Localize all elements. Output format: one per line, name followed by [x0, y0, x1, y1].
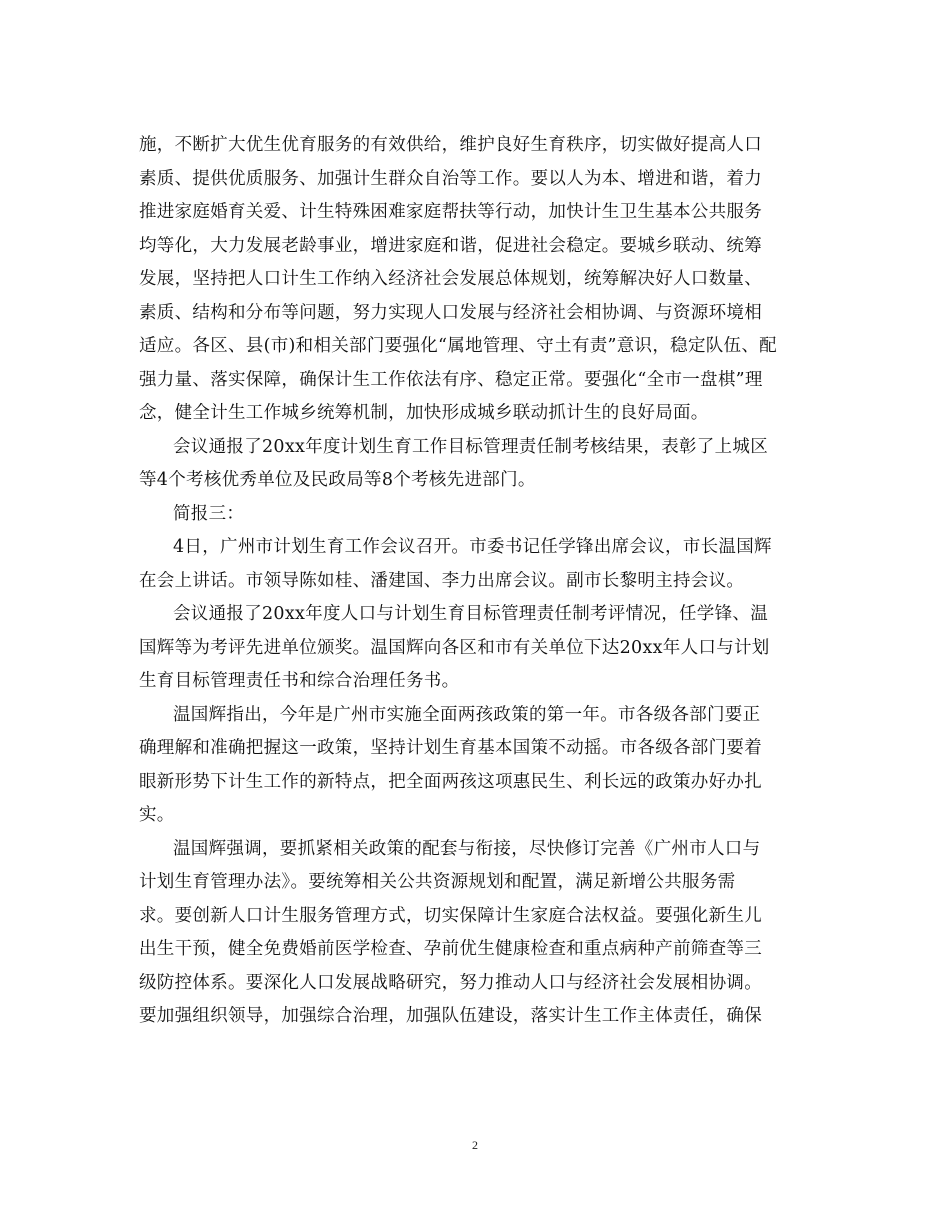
text-line: 推进家庭婚育关爱、计生特殊困难家庭帮扶等行动，加快计生卫生基本公共服务 [139, 202, 762, 222]
text-line: 眼新形势下计生工作的新特点，把全面两孩这项惠民生、利长远的政策办好办扎 [139, 771, 762, 792]
text-line: 适应。各区、县(市)和相关部门要强化“属地管理、守土有责”意识，稳定队伍、配 [139, 336, 777, 356]
text-line: 实。 [139, 805, 175, 825]
text-line: 计划生育管理办法》。要统筹相关公共资源规划和配置，满足新增公共服务需 [139, 872, 736, 892]
text-line: 确理解和准确把握这一政策，坚持计划生育基本国策不动摇。市各级各部门要着 [139, 738, 762, 758]
text-line: 会议通报了20xx年度人口与计划生育目标管理责任制考评情况，任学锋、温 [173, 604, 769, 624]
text-line: 施，不断扩大优生优育服务的有效供给，维护良好生育秩序，切实做好提高人口 [139, 135, 762, 155]
page-number: 2 [472, 1138, 478, 1152]
text-line: 在会上讲话。市领导陈如桂、潘建国、李力出席会议。副市长黎明主持会议。 [139, 570, 745, 591]
text-line: 求。要创新人口计生服务管理方式，切实保障计生家庭合法权益。要强化新生儿 [139, 905, 762, 926]
text-line: 温国辉强调，要抓紧相关政策的配套与衔接，尽快修订完善《广州市人口与 [173, 838, 761, 859]
text-line: 国辉等为考评先进单位颁奖。温国辉向各区和市有关单位下达20xx年人口与计划 [139, 637, 770, 658]
text-line: 素质、提供优质服务、加强计生群众自治等工作。要以人为本、增进和谐，着力 [139, 168, 762, 189]
text-line: 生育目标管理责任书和综合治理任务书。 [139, 671, 460, 691]
text-line: 发展，坚持把人口计生工作纳入经济社会发展总体规划，统筹解决好人口数量、 [139, 269, 762, 289]
text-line: 出生干预，健全免费婚前医学检查、孕前优生健康检查和重点病种产前筛查等三 [139, 939, 762, 959]
text-line: 会议通报了20xx年度计划生育工作目标管理责任制考核结果，表彰了上城区 [173, 436, 769, 457]
text-line: 温国辉指出，今年是广州市实施全面两孩政策的第一年。市各级各部门要正 [173, 704, 761, 725]
text-line: 念，健全计生工作城乡统筹机制，加快形成城乡联动抓计生的良好局面。 [139, 403, 709, 423]
section-heading: 简报三： [173, 503, 245, 524]
text-line: 素质、结构和分布等问题，努力实现人口发展与经济社会相协调、与资源环境相 [139, 302, 762, 323]
text-line: 强力量、落实保障，确保计生工作依法有序、稳定正常。要强化“全市一盘棋”理 [139, 369, 763, 390]
body-text [139, 129, 819, 1034]
text-line: 等4个考核优秀单位及民政局等8个考核先进部门。 [139, 470, 536, 490]
text-line: 4日，广州市计划生育工作会议召开。市委书记任学锋出席会议，市长温国辉 [173, 537, 772, 557]
text-line: 级防控体系。要深化人口发展战略研究，努力推动人口与经济社会发展相协调。 [139, 972, 762, 993]
text-line: 要加强组织领导，加强综合治理，加强队伍建设，落实计生工作主体责任，确保 [139, 1006, 762, 1026]
text-line: 均等化，大力发展老龄事业，增进家庭和谐，促进社会稳定。要城乡联动、统筹 [139, 235, 762, 256]
